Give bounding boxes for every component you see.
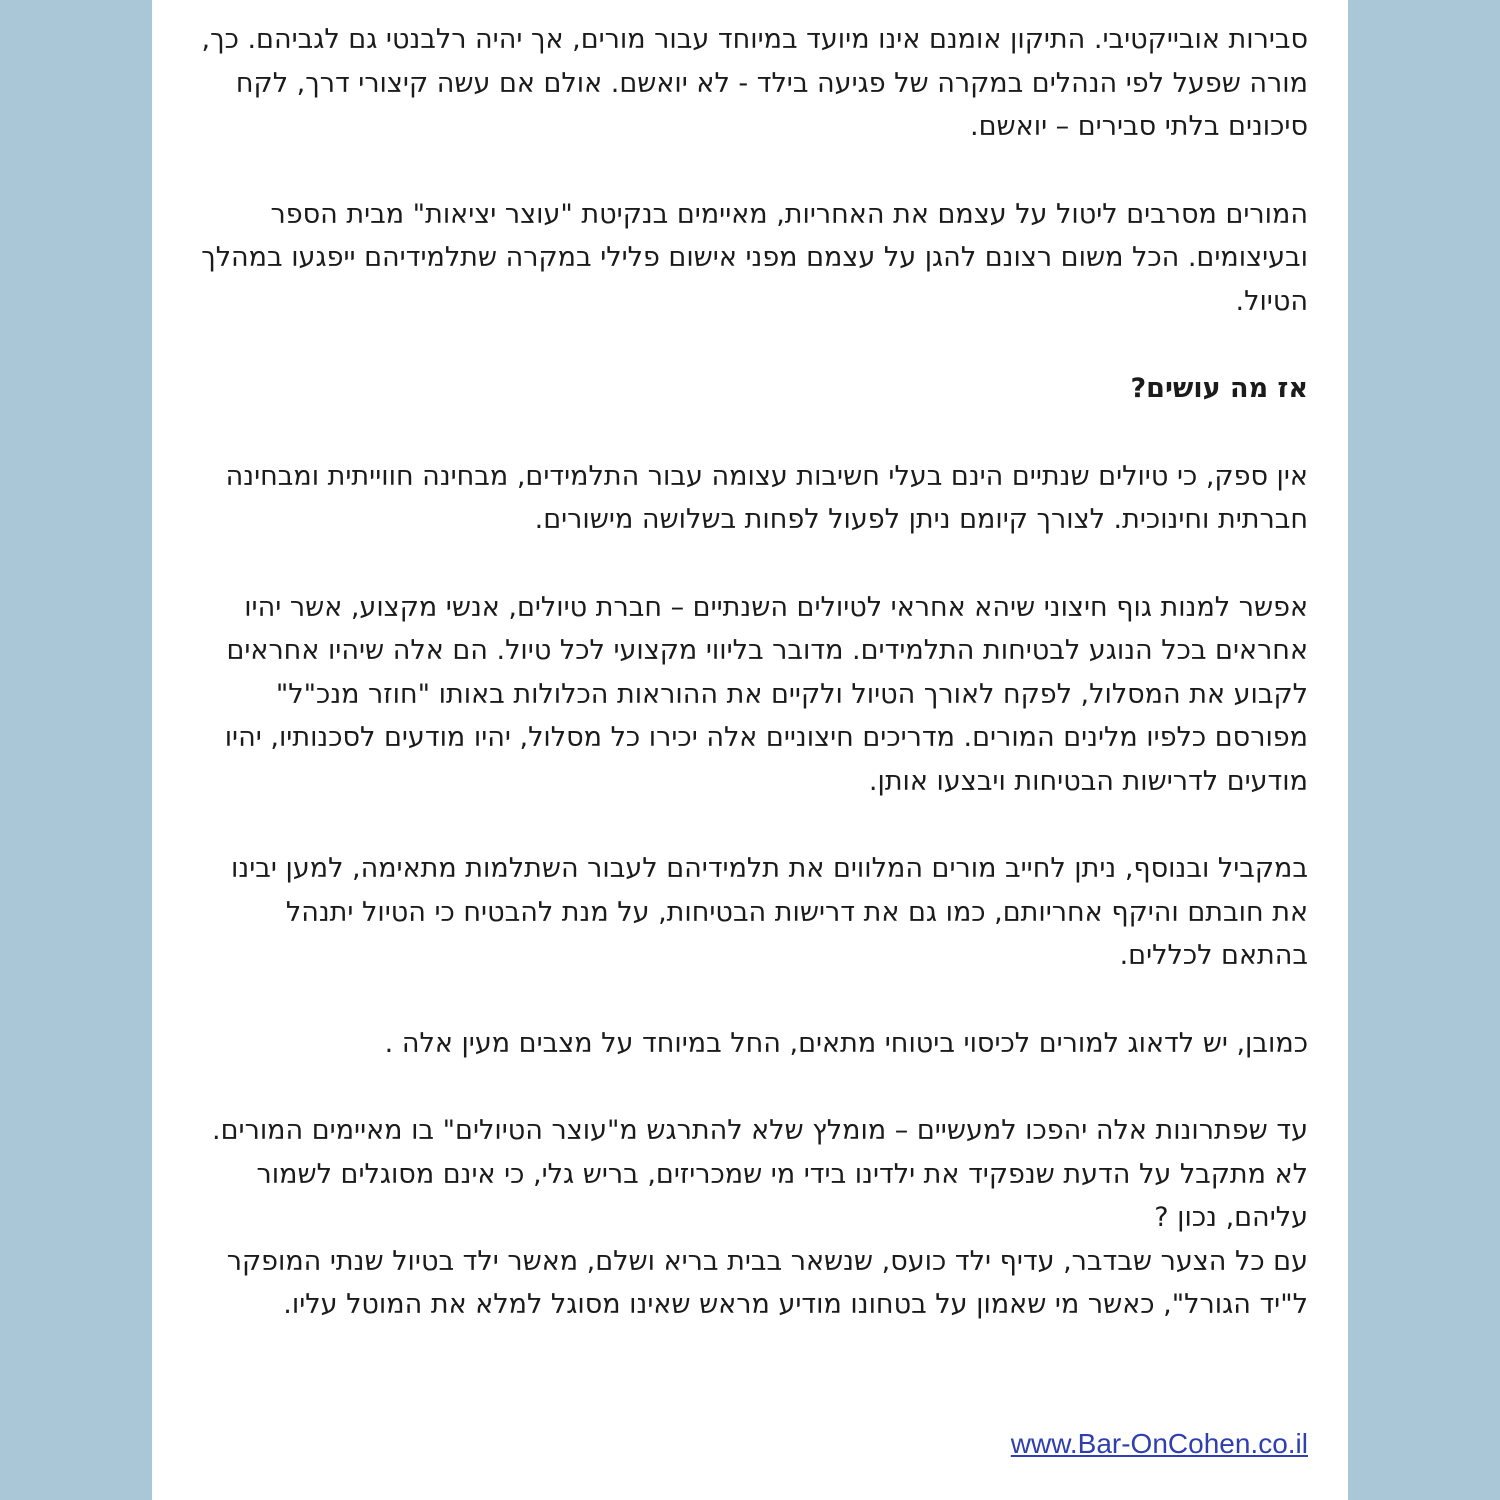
section-heading: אז מה עושים?: [1130, 373, 1308, 404]
paragraph-importance: אין ספק, כי טיולים שנתיים הינם בעלי חשיבות עצומה עבור התלמידים, מבחינה חווייתית ומבחינה חברתית וחינוכית. לצורך קיומם ניתן לפעול לפחות בשלושה מישורים.: [225, 460, 1308, 535]
paragraph-external-body: אפשר למנות גוף חיצוני שיהא אחראי לטיולים השנתיים – חברת טיולים, אנשי מקצוע, אשר יהיו אחראים בכל הנוגע לבטיחות התלמידים. מדובר בליווי מקצועי לכל טיול. הם אלה שיהיו אחראים לקבוע את המסלול, לפקח לאורך הטיול ולקיים את ההוראות הכלולות באותו "חוזר מנכ"ל" מפורסם כלפיו מלינים המורים. מדריכים חיצוניים אלה יכירו כל מסלול, יהיו מודעים לסכנותיו, יהיו מודעים לדרישות הבטיחות ויבצעו אותן.: [224, 591, 1308, 797]
paragraph-closing-1: עד שפתרונות אלה יהפכו למעשיים – מומלץ שלא להתרגש מ"עוצר הטיולים" בו מאיימים המורים. לא מתקבל על הדעת שנפקיד את ילדינו בידי מי שמכריזים, בריש גלי, כי אינם מסוגלים לשמור עליהם, נכון ?: [212, 1115, 1308, 1233]
document-body: [200, 18, 1308, 1327]
footer: [200, 1428, 1308, 1460]
paragraph-insurance: כמובן, יש לדאוג למורים לכיסוי ביטוחי מתאים, החל במיוחד על מצבים מעין אלה .: [384, 1027, 1308, 1059]
paragraph-reasonableness: סבירות אובייקטיבי. התיקון אומנם אינו מיועד במיוחד עבור מורים, אך יהיה רלבנטי גם לגביהם. כך, מורה שפעל לפי הנהלים במקרה של פגיעה בילד - לא יואשם. אולם אם עשה קיצורי דרך, לקח סיכונים בלתי סבירים – יואשם.: [201, 24, 1308, 142]
document-page: [152, 0, 1348, 1500]
website-link[interactable]: www.Bar-OnCohen.co.il: [1010, 1428, 1308, 1459]
paragraph-teachers-refuse: המורים מסרבים ליטול על עצמם את האחריות, מאיימים בנקיטת "עוצר יציאות" מבית הספר ובעיצומים. הכל משום רצונם להגן על עצמם מפני אישום פלילי במקרה שתלמידיהם ייפגעו במהלך הטיול.: [201, 198, 1308, 317]
paragraph-training: במקביל ובנוסף, ניתן לחייב מורים המלווים את תלמידיהם לעבור השתלמות מתאימה, למען יבינו את חובתם והיקף אחריותם, כמו גם את דרישות הבטיחות, על מנת להבטיח כי הטיול יתנהל בהתאם לכללים.: [231, 853, 1308, 971]
paragraph-closing-2: עם כל הצער שבדבר, עדיף ילד כועס, שנשאר בבית בריא ושלם, מאשר ילד בטיול שנתי המופקר ל"יד הגורל", כאשר מי שאמון על בטחונו מודיע מראש שאינו מסוגל למלא את המוטל עליו.: [226, 1245, 1308, 1320]
